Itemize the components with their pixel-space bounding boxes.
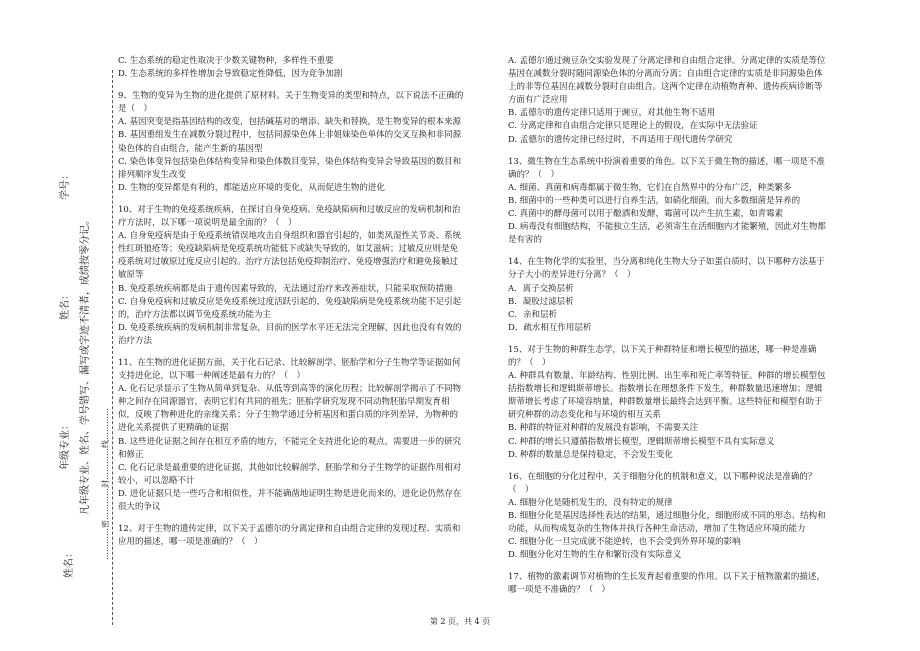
question-15: 15、对于生物的种群生态学，以下关于种群特征和增长模型的描述，哪一种是准确的？（ ） — [508, 344, 817, 368]
option: D. 免疫系统疾病的发病机制非常复杂，目前的医学水平还无法完全理解，因此也没有有效的治疗方法 — [118, 322, 462, 346]
option: B. 免疫系统疾病都是由于遗传因素导致的，无法通过治疗来改善症状，只能采取预防措施 — [118, 283, 453, 294]
option: A. 孟德尔通过豌豆杂交实验发现了分离定律和自由组合定律。分离定律的实质是等位基因在减数分裂时随同源染色体的分离而分离；自由组合定律的实质是非同源染色体上的非等位基因在减数分裂时自由组合。这两个定律在动植物育种、遗传疾病诊断等方面有广泛应用 — [508, 56, 826, 106]
question-14: 14、在生物化学的实验里，当分离和纯化生物大分子如蛋白质时，以下哪种方法基于分子大小的差异进行分离？（ ） — [508, 257, 825, 281]
binding-instruction: 凡年级专业、姓名、学号错写、漏写或字迹不清者，成绩按零分记。 — [80, 215, 91, 515]
option: C. 化石记录是最重要的进化证据，其他如比较解剖学、胚胎学和分子生物学的证据作用相对较小，可以忽略不计 — [118, 462, 462, 486]
left-column — [118, 55, 464, 549]
right-column — [508, 55, 828, 598]
question-17: 17、植物的激素调节对植物的生长发育起着重要的作用。以下关于植物激素的描述，哪一项是不准确的？（ ） — [508, 572, 825, 596]
option: B. 细菌中的一些种类可以进行自养生活，如硝化细菌，而大多数细菌是异养的 — [508, 195, 801, 206]
seal-line-text: …………密…………封…………线………… — [101, 408, 110, 560]
option: B. 细胞分化是基因选择性表达的结果，通过细胞分化，细胞形成不同的形态、结构和功能，从而构成复杂的生物体并执行各种生命活动，增加了生物适应环境的能力 — [508, 511, 826, 535]
option: C．亲和层析 — [508, 309, 558, 320]
question-10: 10、对于生物的免疫系统疾病，在探讨自身免疫病、免疫缺陷病和过敏反应的发病机制和治疗方法时，以下哪一项说明是最全面的？（ ） — [118, 204, 461, 229]
option: D. 孟德尔的遗传定律已经过时，不再适用于现代遗传学研究 — [508, 134, 733, 145]
option: D. 种群的数量总是保持稳定，不会发生变化 — [508, 449, 673, 460]
option: B．凝胶过滤层析 — [508, 296, 574, 307]
option: C. 细胞分化一旦完成就不能逆转，也不会受到外界环境的影响 — [508, 537, 741, 548]
name-label-2: 姓名： — [60, 290, 71, 320]
question-13: 13、微生物在生态系统中扮演着重要的角色。以下关于微生物的描述，哪一项是不准确的？（ ） — [508, 156, 825, 180]
option: B. 基因重组发生在减数分裂过程中，包括同源染色体上非姐妹染色单体的交叉互换和非同源染色体的自由组合，能产生新的基因型 — [118, 130, 462, 154]
option: A. 种群具有数量、年龄结构、性别比例、出生率和死亡率等特征。种群的增长模型包括指数增长和逻辑斯蒂增长。指数增长在理想条件下发生，种群数量迅速增加；逻辑斯蒂增长考虑了环境容纳量，种群数量增长最终会达到平衡。这些特征和模型有助于研究种群的动态变化和与环境的相互关系 — [508, 371, 826, 421]
grade-major-label: 年级专业： — [60, 420, 71, 470]
name-label: 姓名： — [64, 548, 75, 578]
option: C. 种群的增长只遵循指数增长模型，逻辑斯蒂增长模型不具有实际意义 — [508, 436, 775, 447]
seal-line — [112, 70, 113, 625]
option: B. 孟德尔的遗传定律只适用于豌豆，对其他生物不适用 — [508, 108, 716, 119]
option: C. 分离定律和自由组合定律只是理论上的假设，在实际中无法验证 — [508, 121, 758, 132]
page-number: 第 2 页，共 4 页 — [429, 617, 491, 626]
option: D. 进化证据只是一些巧合和相似性，并不能确凿地证明生物是进化而来的，进化论仍然存在很大的争议 — [118, 488, 462, 512]
paragraph: D. 生态系统的多样性增加会导致稳定性降低，因为竞争加剧 — [118, 69, 343, 80]
paragraph: C. 生态系统的稳定性取决于少数关键物种，多样性不重要 — [118, 56, 334, 66]
binding-margin — [0, 0, 112, 651]
option: D．疏水相互作用层析 — [508, 322, 592, 333]
option: A. 细菌、真菌和病毒都属于微生物，它们在自然界中的分布广泛，种类繁多 — [508, 182, 792, 193]
option: A. 化石记录显示了生物从简单到复杂、从低等到高等的演化历程；比较解剖学揭示了不同物种之间存在同源器官，表明它们有共同的祖先；胚胎学研究发现不同动物胚胎早期发育相似，反映了物种进化的亲缘关系；分子生物学通过分析基因和蛋白质的序列差异，为物种的进化关系提供了更精确的证据 — [118, 384, 462, 434]
option: D. 细胞分化对生物的生存和繁衍没有实际意义 — [508, 550, 682, 561]
option: A. 细胞分化是随机发生的，没有特定的规律 — [508, 497, 673, 508]
option: C. 染色体变异包括染色体结构变异和染色体数目变异，染色体结构变异会导致基因的数目和排列顺序发生改变 — [118, 156, 462, 180]
option: A．离子交换层析 — [508, 283, 574, 294]
question-16: 16、在细胞的分化过程中，关于细胞分化的机制和意义，以下哪种说法是准确的？（ ） — [508, 471, 817, 495]
option: C. 自身免疫病和过敏反应是免疫系统过度活跃引起的，免疫缺陷病是免疫系统功能不足引起的，治疗方法都以调节免疫系统功能为主 — [118, 296, 462, 320]
option: D. 病毒没有细胞结构，不能独立生活，必须寄生在活细胞内才能繁殖，因此对生物都是有害的 — [508, 222, 826, 246]
question-12: 12、对于生物的遗传定律，以下关于孟德尔的分离定律和自由组合定律的发现过程、实质和应用的描述，哪一项是准确的？（ ） — [118, 524, 461, 548]
question-9: 9、生物的变异为生物的进化提供了原材料。关于生物变异的类型和特点，以下说法不正确的是（ ） — [118, 91, 464, 115]
option: C. 真菌中的酵母菌可以用于酿酒和发酵，霉菌可以产生抗生素，如青霉素 — [508, 209, 784, 220]
option: A. 自身免疫病是由于免疫系统错误地攻击自身组织和器官引起的，如类风湿性关节炎、系统性红斑狼疮等；免疫缺陷病是免疫系统功能低下或缺失导致的，如艾滋病；过敏反应则是免疫系统对过敏原过度反应引起的。治疗方法包括免疫抑制治疗、免疫增强治疗和避免接触过敏原等 — [118, 231, 462, 281]
student-id-label: 学号： — [60, 170, 71, 200]
option: B. 种群的特征对种群的发展没有影响，不需要关注 — [508, 423, 699, 434]
option: D. 生物的变异都是有利的，都能适应环境的变化，从而促进生物的进化 — [118, 182, 385, 193]
question-11: 11、在生物的进化证据方面，关于化石记录、比较解剖学、胚胎学和分子生物学等证据如何支持进化论，以下哪一种阐述是最有力的？（ ） — [118, 357, 461, 382]
option: A. 基因突变是指基因结构的改变，包括碱基对的增添、缺失和替换，是生物变异的根本来源 — [118, 117, 462, 128]
option: B. 这些进化证据之间存在相互矛盾的地方，不能完全支持进化论的观点，需要进一步的研究和修正 — [118, 436, 462, 460]
